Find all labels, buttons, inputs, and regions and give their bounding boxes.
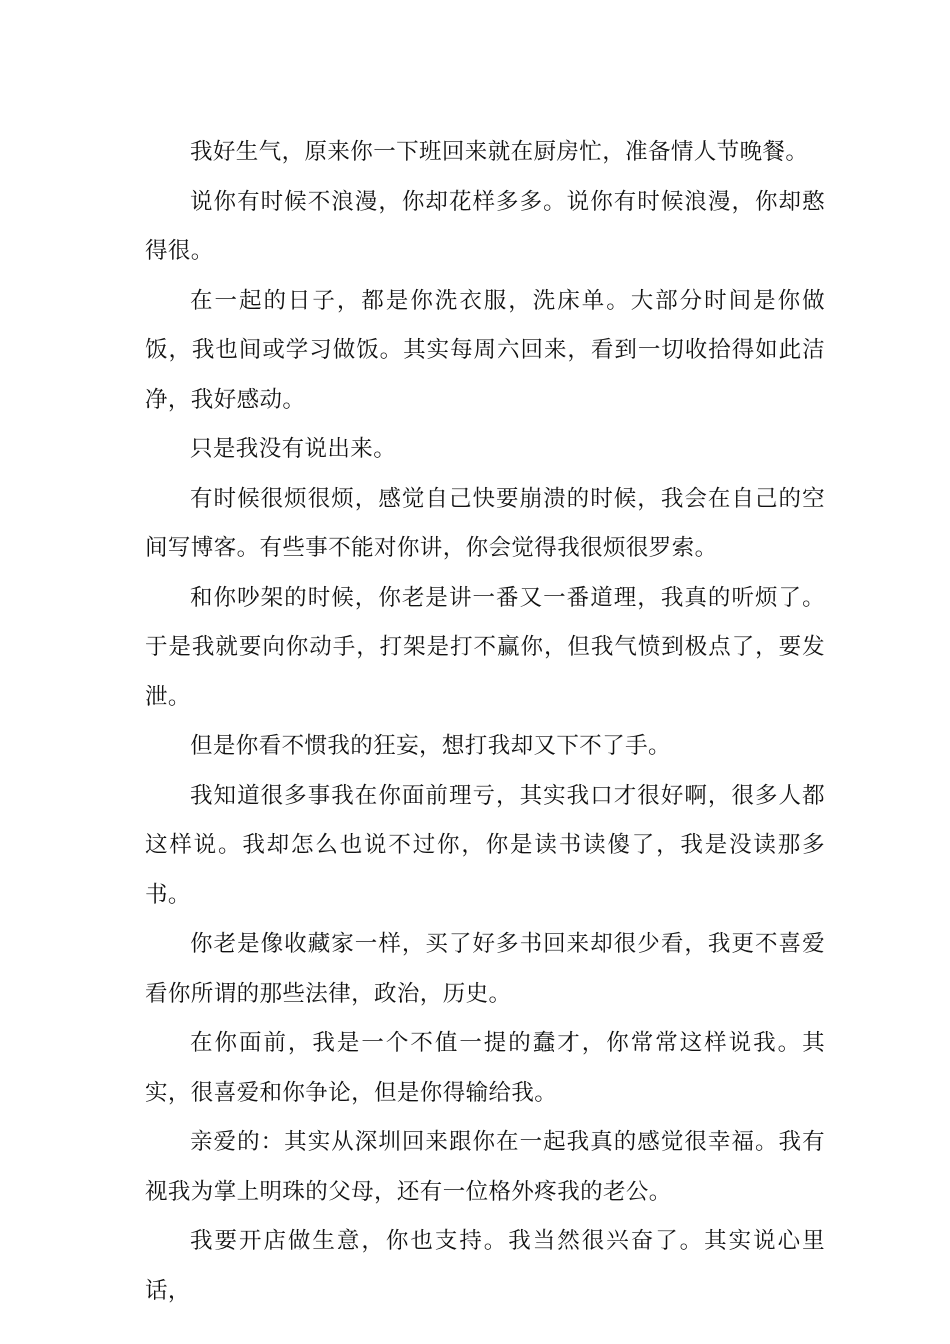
- paragraph-6: 和你吵架的时候，你老是讲一番又一番道理，我真的听烦了。于是我就要向你动手，打架是打不赢你，但我气愤到极点了，要发泄。: [145, 584, 825, 710]
- paragraph-12: 我要开店做生意，你也支持。我当然很兴奋了。其实说心里话，: [145, 1228, 825, 1304]
- paragraph-2: 说你有时候不浪漫，你却花样多多。说你有时候浪漫，你却憨得很。: [145, 188, 825, 264]
- document-body: [145, 128, 825, 1316]
- paragraph-10: 在你面前，我是一个不值一提的蠢才，你常常这样说我。其实，很喜爱和你争论，但是你得输给我。: [145, 1030, 825, 1106]
- paragraph-9: 你老是像收藏家一样，买了好多书回来却很少看，我更不喜爱看你所谓的那些法律，政治，历史。: [145, 931, 825, 1007]
- paragraph-4: 只是我没有说出来。: [190, 436, 397, 462]
- paragraph-7: 但是你看不惯我的狂妄，想打我却又下不了手。: [190, 733, 671, 759]
- paragraph-1: 我好生气，原来你一下班回来就在厨房忙，准备情人节晚餐。: [190, 139, 809, 165]
- paragraph-8: 我知道很多事我在你面前理亏，其实我口才很好啊，很多人都这样说。我却怎么也说不过你，你是读书读傻了，我是没读那多书。: [145, 782, 825, 908]
- paragraph-5: 有时候很烦很烦，感觉自己快要崩溃的时候，我会在自己的空间写博客。有些事不能对你讲，你会觉得我很烦很罗索。: [145, 485, 825, 561]
- paragraph-11: 亲爱的：其实从深圳回来跟你在一起我真的感觉很幸福。我有视我为掌上明珠的父母，还有一位格外疼我的老公。: [145, 1129, 825, 1205]
- paragraph-3: 在一起的日子，都是你洗衣服，洗床单。大部分时间是你做饭，我也间或学习做饭。其实每周六回来，看到一切收拾得如此洁净，我好感动。: [145, 287, 825, 413]
